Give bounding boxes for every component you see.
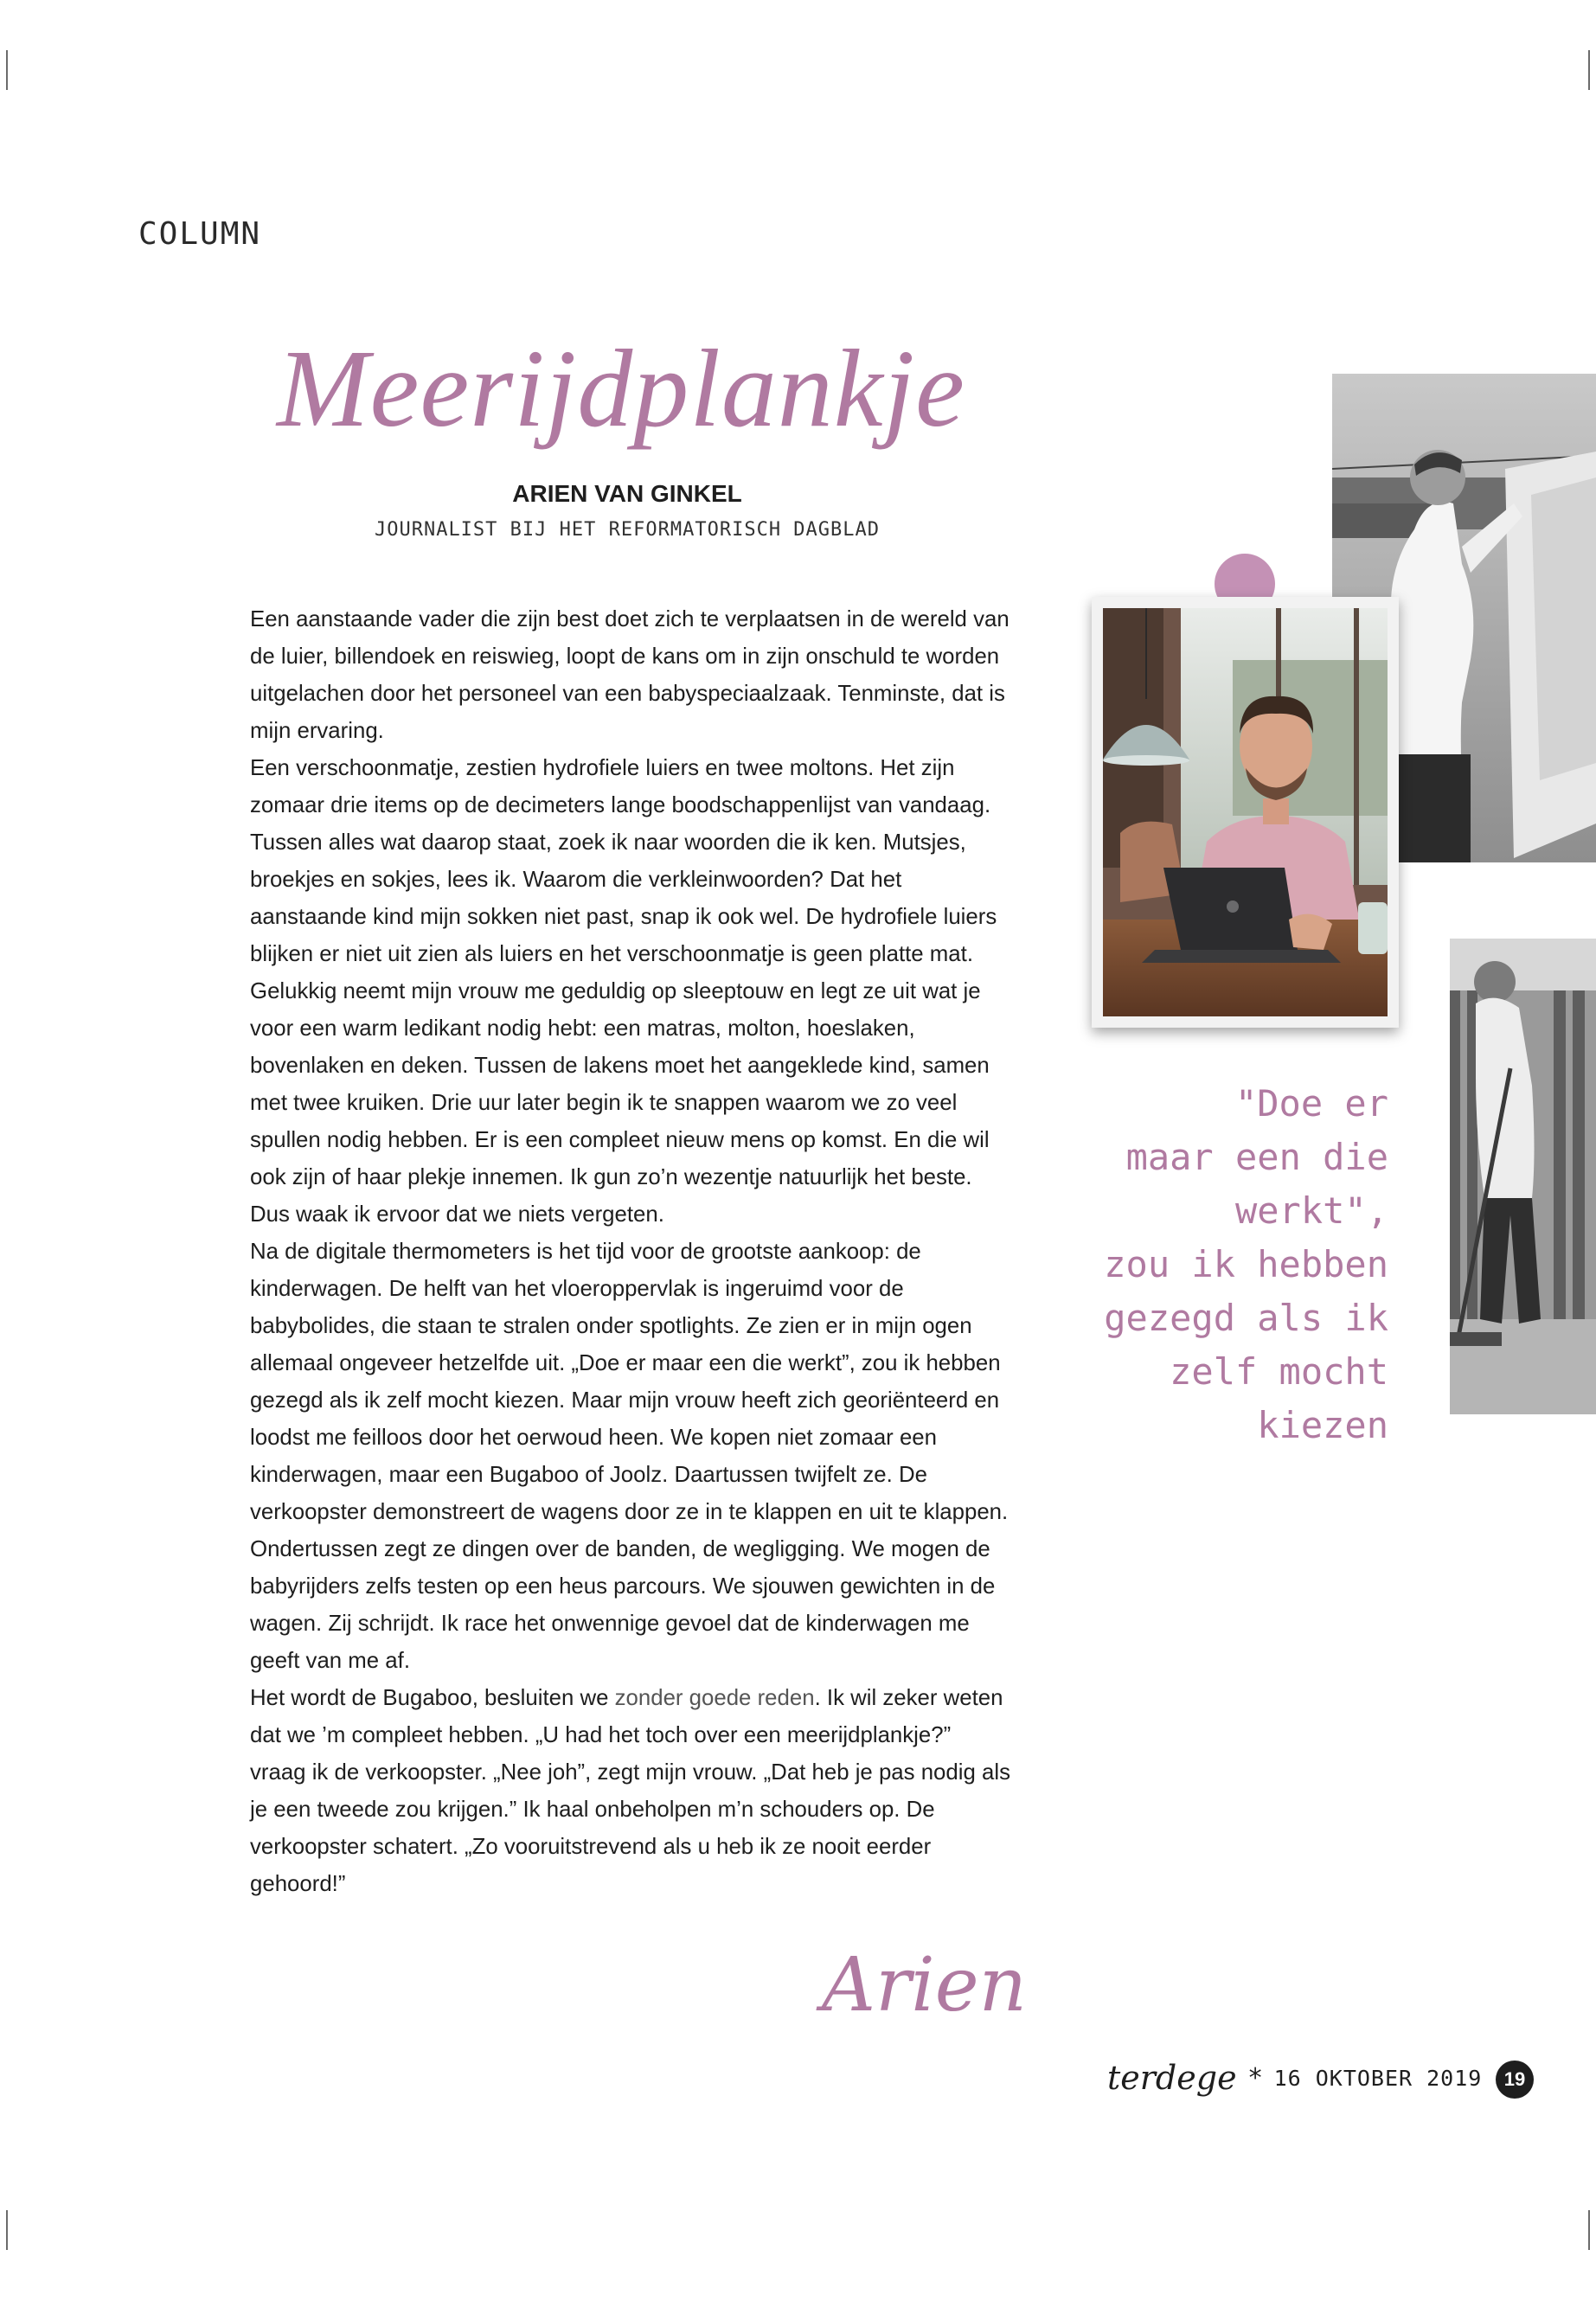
signature: Arien bbox=[822, 1942, 1028, 2029]
pull-quote: "Doe er maar een die werkt", zou ik hebben gezegd als ik zelf mocht kiezen bbox=[1104, 1082, 1388, 1446]
crop-mark-top-left bbox=[6, 50, 8, 90]
magazine-brand: terdege bbox=[1107, 2059, 1237, 2097]
author-role: JOURNALIST BIJ HET REFORMATORISCH DAGBLAD bbox=[374, 519, 881, 541]
paragraph-2: Een verschoonmatje, zestien hydrofiele luiers en twee moltons. Het zijn zomaar drie items op de decimeters lange boodschappenlijst van vandaag. Tussen alles wat daarop staat, zoek ik naar woorden die ik ken. Mutsjes, broekjes en sokjes, lees ik. Waarom die verkleinwoorden? Dat het aanstaande kind mijn sokken niet past, snap ik ook wel. De hydrofiele luiers blijken er niet uit zien als luiers en het verschoonmatje is geen platte mat. Gelukkig neemt mijn vrouw me geduldig op sleeptouw en legt ze uit wat je voor een warm ledikant nodig hebt: een matras, molton, hoeslaken, bovenlaken en deken. Tussen de lakens moet het aangeklede kind, samen met twee kruiken. Drie uur later begin ik te snappen waarom we zo veel spullen nodig hebben. Er is een compleet nieuw mens op komst. En die wil ook zijn of haar plekje innemen. Ik gun zo’n wezentje natuurlijk het beste. Dus waak ik ervoor dat we niets vergeten. bbox=[250, 756, 997, 1227]
paragraph-4 bbox=[250, 1680, 1011, 1903]
author-name: ARIEN VAN GINKEL bbox=[512, 480, 742, 507]
footer bbox=[1107, 2059, 1482, 2097]
photo-author-laptop bbox=[1092, 597, 1399, 1028]
crop-mark-top-right bbox=[1588, 50, 1590, 90]
paragraph-4-start: Het wordt de Bugaboo, besluiten we bbox=[250, 1686, 615, 1710]
article-title: Meerijdplankje bbox=[277, 327, 965, 450]
issue-date: 16 OKTOBER 2019 bbox=[1273, 2065, 1483, 2091]
separator-icon: * bbox=[1248, 2062, 1262, 2093]
photo-sweeping bbox=[1450, 939, 1596, 1414]
article-body bbox=[250, 601, 1011, 1903]
crop-mark-bottom-right bbox=[1588, 2210, 1590, 2250]
paragraph-1: Een aanstaande vader die zijn best doet zich te verplaatsen in de wereld van de luier, billendoek en reiswieg, loopt de kans om in zijn onschuld te worden uitgelachen door het personeel van een babyspeciaalzaak. Tenminste, dat is mijn ervaring. bbox=[250, 607, 1010, 743]
paragraph-4-end: . Ik wil zeker weten dat we ’m compleet hebben. „U had het toch over een meerijdplankje?” vraag ik de verkoopster. „Nee joh”, zegt mijn vrouw. „Dat heb je pas nodig als je een tweede zou krijgen.” Ik haal onbeholpen m’n schouders op. De verkoopster schatert. „Zo vooruitstrevend als u heb ik ze nooit eerder gehoord!” bbox=[250, 1686, 1010, 1896]
inline-link[interactable]: zonder goede reden bbox=[614, 1686, 815, 1710]
paragraph-3: Na de digitale thermometers is het tijd voor de grootste aankoop: de kinderwagen. De helft van het vloeroppervlak is ingeruimd voor de babybolides, die staan te stralen onder spotlights. Ze zien er in mijn ogen allemaal ongeveer hetzelfde uit. „Doe er maar een die werkt”, zou ik hebben gezegd als ik zelf mocht kiezen. Maar mijn vrouw heeft zich georiënteerd en loodst me feilloos door het oerwoud heen. We kopen niet zomaar een kinderwagen, maar een Bugaboo of Joolz. Daartussen twijfelt ze. De verkoopster demonstreert de wagens door ze in te klappen en uit te klappen. Ondertussen zegt ze dingen over de banden, de wegligging. We mogen de babyrijders zelfs testen op een heus parcours. We sjouwen gewichten in de wagen. Zij schrijdt. Ik race het onwennige gevoel dat de kinderwagen me geeft van me af. bbox=[250, 1240, 1009, 1673]
crop-mark-bottom-left bbox=[6, 2210, 8, 2250]
section-label: COLUMN bbox=[138, 216, 262, 252]
page-number: 19 bbox=[1496, 2061, 1534, 2099]
